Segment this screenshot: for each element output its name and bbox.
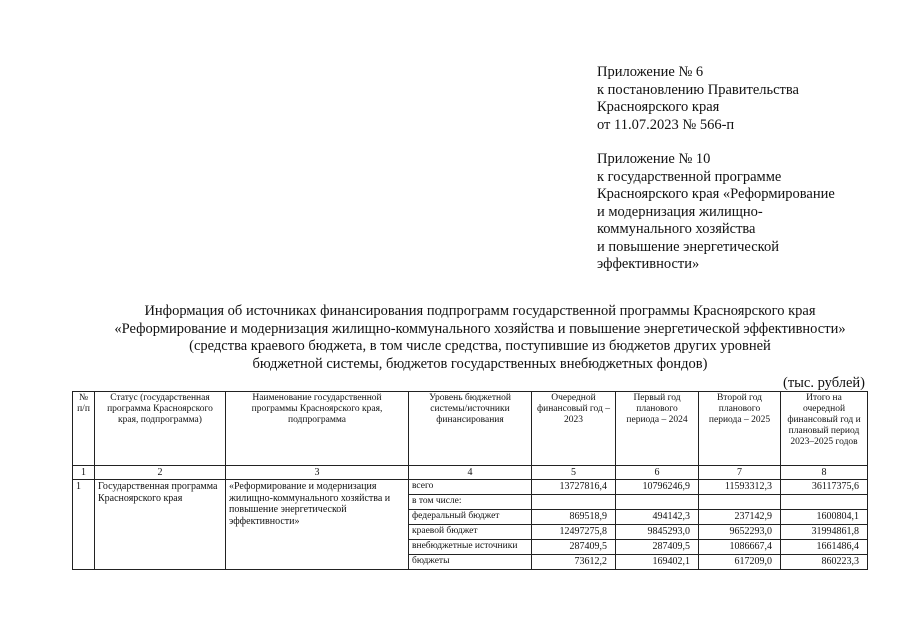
appendix-program-line: коммунального хозяйства (597, 221, 756, 237)
row-number-cell: 1 (73, 480, 95, 570)
units-label: (тыс. рублей) (783, 375, 865, 391)
value-cell: 9845293,0 (616, 525, 699, 540)
level-cell: бюджеты (409, 555, 532, 570)
level-cell: внебюджетные источники (409, 540, 532, 555)
program-name-cell: «Реформирование и модернизация жилищно-коммунального хозяйства и повышение энергетической эффективности» (226, 480, 409, 570)
value-cell: 287409,5 (616, 540, 699, 555)
header-cell: Уровень бюджетной системы/источники финансирования (409, 392, 532, 466)
appendix-decree-block (597, 64, 799, 134)
appendix-decree-line: Красноярского края (597, 99, 720, 115)
title-line: Информация об источниках финансирования подпрограмм государственной программы Красноярского края (144, 303, 816, 319)
level-cell: федеральный бюджет (409, 510, 532, 525)
column-number-cell: 4 (409, 466, 532, 480)
value-cell (616, 495, 699, 510)
appendix-program-line: эффективности» (597, 256, 700, 272)
value-cell: 860223,3 (781, 555, 868, 570)
header-cell: Наименование государственной программы Красноярского края, подпрограмма (226, 392, 409, 466)
appendix-program-line: к государственной программе (597, 168, 782, 185)
column-number-cell: 3 (226, 466, 409, 480)
value-cell: 237142,9 (699, 510, 781, 525)
appendix-program-line: и повышение энергетической (597, 238, 779, 255)
column-number-row (73, 466, 868, 480)
value-cell: 9652293,0 (699, 525, 781, 540)
value-cell: 12497275,8 (532, 525, 616, 540)
appendix-program-line: и модернизация жилищно- (597, 203, 763, 220)
level-cell: всего (409, 480, 532, 495)
level-cell: краевой бюджет (409, 525, 532, 540)
value-cell: 13727816,4 (532, 480, 616, 495)
value-cell (781, 495, 868, 510)
appendix-program-block (597, 151, 835, 274)
column-number-cell: 6 (616, 466, 699, 480)
value-cell (699, 495, 781, 510)
header-cell: Итого на очередной финансовый год и плановый период 2023–2025 годов (781, 392, 868, 466)
level-cell: в том числе: (409, 495, 532, 510)
column-number-cell: 1 (73, 466, 95, 480)
header-cell: № п/п (73, 392, 95, 466)
appendix-decree-line: к постановлению Правительства (597, 81, 799, 98)
title-line: бюджетной системы, бюджетов государственных внебюджетных фондов) (252, 355, 708, 372)
appendix-decree-line: Приложение № 6 (597, 64, 704, 80)
header-cell: Первый год планового периода – 2024 (616, 392, 699, 466)
title-line: (средства краевого бюджета, в том числе средства, поступившие из бюджетов других уровней (189, 338, 771, 354)
status-cell: Государственная программа Красноярского края (95, 480, 226, 570)
document-title (40, 303, 912, 373)
value-cell: 617209,0 (699, 555, 781, 570)
value-cell: 10796246,9 (616, 480, 699, 495)
header-cell: Статус (государственная программа Красноярского края, подпрограмма) (95, 392, 226, 466)
appendix-decree-line: от 11.07.2023 № 566-п (597, 116, 735, 133)
value-cell: 1600804,1 (781, 510, 868, 525)
appendix-program-line: Красноярского края «Реформирование (597, 186, 835, 202)
value-cell: 1661486,4 (781, 540, 868, 555)
value-cell: 287409,5 (532, 540, 616, 555)
header-cell: Очередной финансовый год – 2023 (532, 392, 616, 466)
column-number-cell: 8 (781, 466, 868, 480)
header-cell: Второй год планового периода – 2025 (699, 392, 781, 466)
value-cell: 31994861,8 (781, 525, 868, 540)
value-cell: 1086667,4 (699, 540, 781, 555)
value-cell: 36117375,6 (781, 480, 868, 495)
appendix-program-line: Приложение № 10 (597, 151, 711, 167)
value-cell: 73612,2 (532, 555, 616, 570)
value-cell (532, 495, 616, 510)
value-cell: 494142,3 (616, 510, 699, 525)
value-cell: 869518,9 (532, 510, 616, 525)
financing-table (72, 391, 868, 570)
title-line: «Реформирование и модернизация жилищно-коммунального хозяйства и повышение энергетической эффективности» (114, 320, 846, 337)
value-cell: 11593312,3 (699, 480, 781, 495)
column-number-cell: 5 (532, 466, 616, 480)
column-number-cell: 2 (95, 466, 226, 480)
value-cell: 169402,1 (616, 555, 699, 570)
table-header-row (73, 392, 868, 466)
column-number-cell: 7 (699, 466, 781, 480)
table-row (73, 480, 868, 495)
